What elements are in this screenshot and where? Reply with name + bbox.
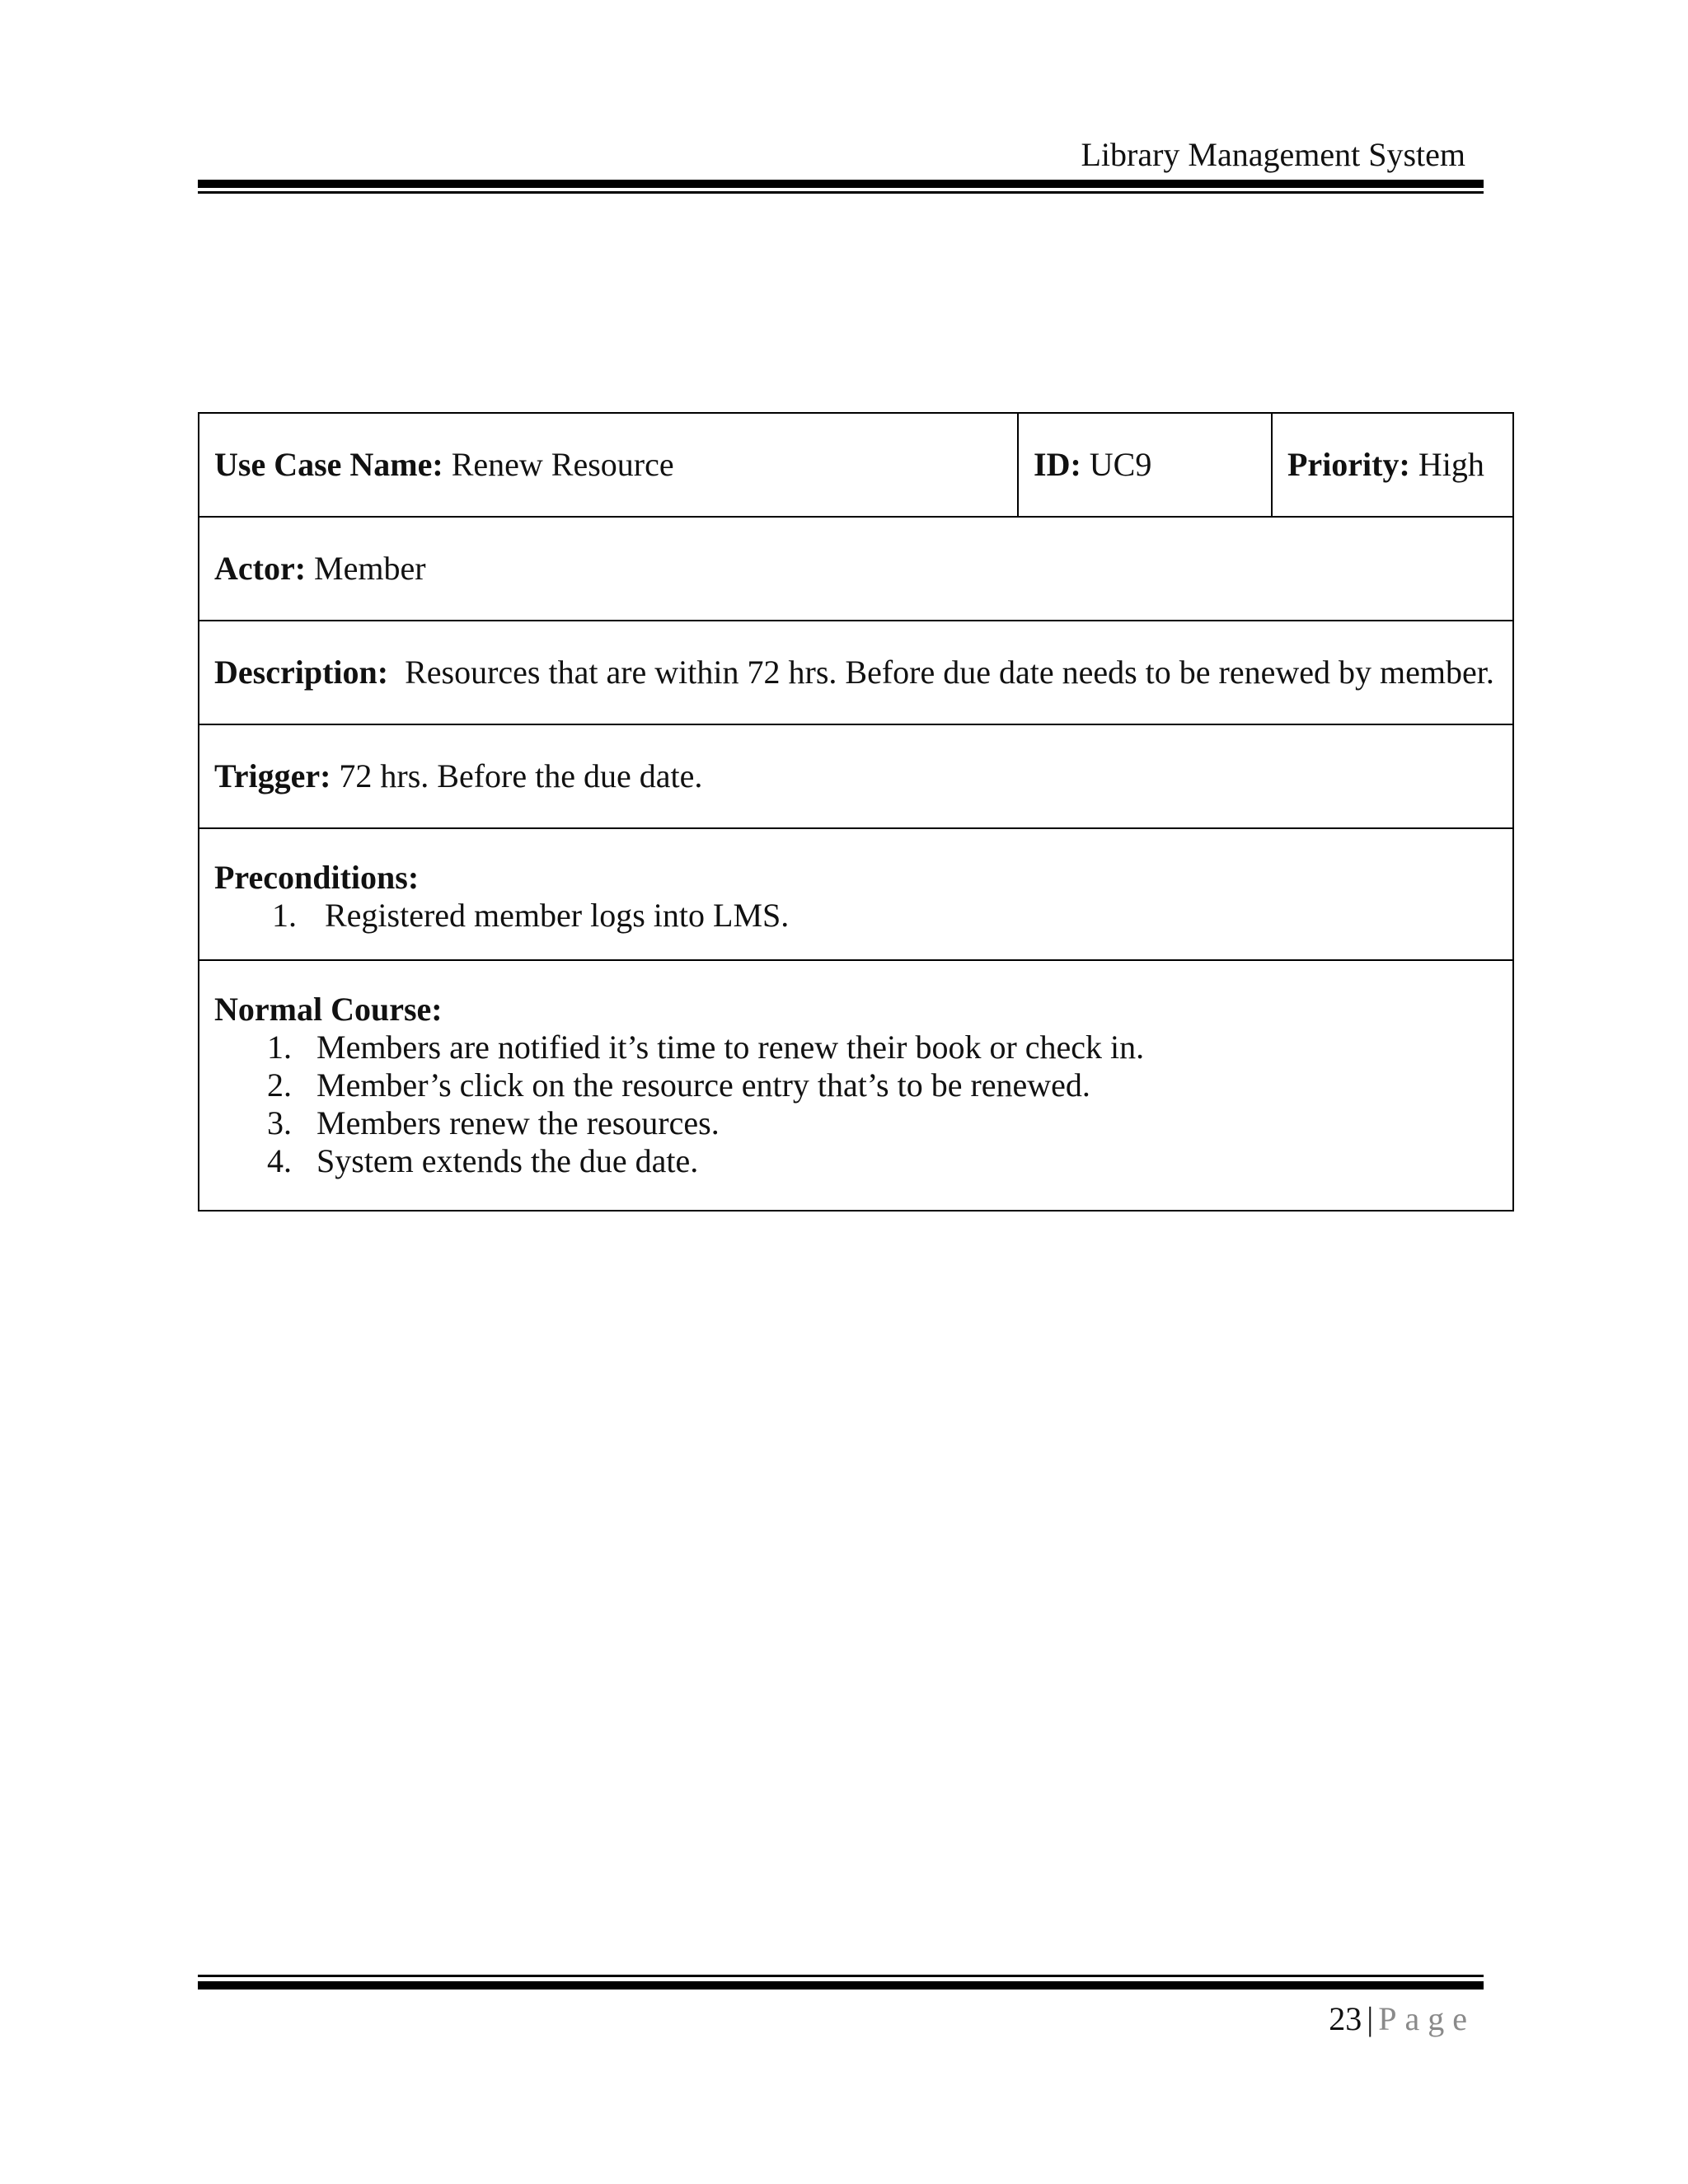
use-case-name-label: Use Case Name:: [214, 446, 443, 483]
id-value: UC9: [1089, 446, 1152, 483]
page-number: 23: [1329, 2000, 1362, 2037]
page-separator: |: [1367, 2000, 1374, 2037]
trigger-label: Trigger:: [214, 757, 331, 794]
id-cell: [1018, 413, 1272, 517]
footer-rule-thin: [198, 1975, 1484, 1977]
trigger-cell: [199, 724, 1513, 828]
trigger-value: 72 hrs. Before the due date.: [339, 757, 703, 794]
actor-label: Actor:: [214, 550, 307, 587]
list-item-text: Member’s click on the resource entry that’s to be renewed.: [316, 1066, 1090, 1104]
list-item-text: Registered member logs into LMS.: [325, 897, 790, 934]
preconditions-cell: [199, 828, 1513, 960]
preconditions-list: [214, 897, 1498, 935]
list-item-number: 1.: [267, 1029, 292, 1066]
list-item-number: 3.: [267, 1104, 292, 1141]
description-value: Resources that are within 72 hrs. Before due date needs to be renewed by member.: [405, 654, 1494, 691]
list-item: [214, 1142, 1498, 1180]
list-item-number: 4.: [267, 1142, 292, 1179]
normal-course-list: [214, 1029, 1498, 1180]
id-label: ID:: [1034, 446, 1081, 483]
list-item-text: System extends the due date.: [316, 1142, 699, 1179]
actor-row: [199, 517, 1513, 621]
use-case-name-cell: [199, 413, 1018, 517]
header-title: Library Management System: [1081, 136, 1465, 173]
description-cell: [199, 621, 1513, 724]
list-item-text: Members renew the resources.: [316, 1104, 720, 1141]
header-rule-thin: [198, 191, 1484, 194]
normal-course-label: Normal Course:: [214, 991, 443, 1028]
list-item-number: 2.: [267, 1066, 292, 1104]
list-item: [214, 897, 1498, 935]
priority-cell: [1272, 413, 1513, 517]
use-case-header-row: [199, 413, 1513, 517]
list-item-number: 1.: [272, 897, 297, 934]
priority-value: High: [1418, 446, 1484, 483]
page-footer: [1329, 1999, 1475, 2039]
normal-course-cell: [199, 960, 1513, 1211]
header-rule-thick: [198, 180, 1484, 188]
page-word: Page: [1378, 2000, 1475, 2037]
list-item: [214, 1066, 1498, 1104]
normal-course-row: [199, 960, 1513, 1211]
preconditions-row: [199, 828, 1513, 960]
list-item-text: Members are notified it’s time to renew their book or check in.: [316, 1029, 1145, 1066]
actor-value: Member: [314, 550, 426, 587]
list-item: [214, 1104, 1498, 1142]
description-label: Description:: [214, 654, 389, 691]
trigger-row: [199, 724, 1513, 828]
priority-label: Priority:: [1287, 446, 1410, 483]
description-row: [199, 621, 1513, 724]
list-item: [214, 1029, 1498, 1066]
preconditions-label: Preconditions:: [214, 859, 420, 896]
use-case-table: [198, 412, 1514, 1212]
use-case-name-value: Renew Resource: [451, 446, 674, 483]
actor-cell: [199, 517, 1513, 621]
footer-rule-thick: [198, 1981, 1484, 1990]
